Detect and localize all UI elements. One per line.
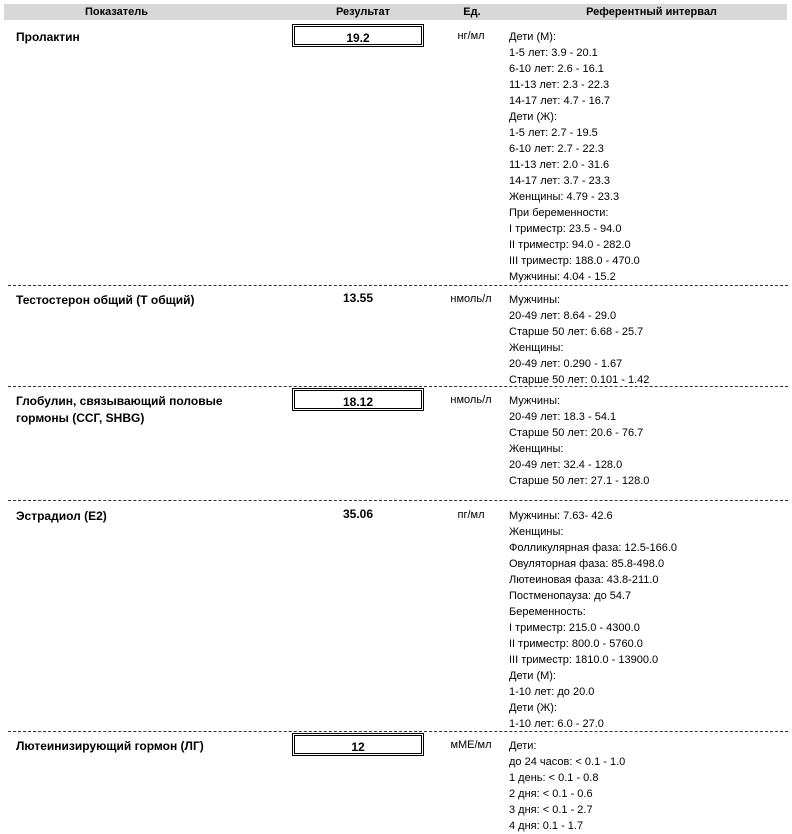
test-name: Лютеинизирующий гормон (ЛГ): [16, 739, 204, 753]
reference-line: 6-10 лет: 2.7 - 22.3: [509, 143, 604, 155]
reference-line: Женщины:: [509, 526, 564, 538]
reference-line: Беременность:: [509, 606, 586, 618]
row-separator: [8, 500, 788, 501]
reference-line: 14-17 лет: 3.7 - 23.3: [509, 175, 610, 187]
reference-line: Дети:: [509, 740, 537, 752]
reference-line: 11-13 лет: 2.0 - 31.6: [509, 159, 610, 171]
reference-line: Женщины:: [509, 443, 564, 455]
reference-line: Старше 50 лет: 20.6 - 76.7: [509, 427, 644, 439]
test-unit: мМЕ/мл: [450, 739, 492, 751]
test-unit: нмоль/л: [450, 394, 492, 406]
reference-line: 20-49 лет: 0.290 - 1.67: [509, 358, 623, 370]
header-reference: Референтный интервал: [586, 6, 717, 18]
reference-line: Мужчины:: [509, 395, 561, 407]
reference-line: 11-13 лет: 2.3 - 22.3: [509, 79, 610, 91]
row-separator: [8, 285, 788, 286]
reference-line: Дети (М):: [509, 670, 556, 682]
reference-line: Фолликулярная фаза: 12.5-166.0: [509, 542, 678, 554]
reference-line: 6-10 лет: 2.6 - 16.1: [509, 63, 604, 75]
reference-line: Мужчины:: [509, 294, 561, 306]
reference-line: 1-5 лет: 2.7 - 19.5: [509, 127, 598, 139]
test-result-value: 19.2: [292, 24, 424, 47]
test-result-value: 12: [292, 733, 424, 756]
header-unit: Ед.: [463, 6, 481, 18]
reference-line: I триместр: 23.5 - 94.0: [509, 223, 622, 235]
reference-line: 1-10 лет: до 20.0: [509, 686, 595, 698]
reference-line: III триместр: 188.0 - 470.0: [509, 255, 640, 267]
test-result-value: 13.55: [342, 291, 374, 305]
reference-line: 3 дня: < 0.1 - 2.7: [509, 804, 593, 816]
test-result-value: 35.06: [342, 507, 374, 521]
reference-line: Лютеиновая фаза: 43.8-211.0: [509, 574, 659, 586]
reference-line: Старше 50 лет: 27.1 - 128.0: [509, 475, 650, 487]
test-result-value: 18.12: [292, 388, 424, 411]
test-unit: нг/мл: [457, 30, 485, 42]
reference-line: 1-5 лет: 3.9 - 20.1: [509, 47, 598, 59]
test-name: Глобулин, связывающий половые гормоны (ССГ, SHBG): [16, 394, 223, 425]
reference-line: Постменопауза: до 54.7: [509, 590, 632, 602]
test-name: Эстрадиол (E2): [16, 509, 107, 523]
reference-line: 2 дня: < 0.1 - 0.6: [509, 788, 593, 800]
reference-line: II триместр: 94.0 - 282.0: [509, 239, 631, 251]
reference-interval: [509, 29, 789, 285]
reference-line: I триместр: 215.0 - 4300.0: [509, 622, 640, 634]
reference-line: Овуляторная фаза: 85.8-498.0: [509, 558, 665, 570]
reference-interval: [509, 738, 789, 834]
reference-line: Мужчины: 7.63- 42.6: [509, 510, 613, 522]
reference-line: 4 дня: 0.1 - 1.7: [509, 820, 584, 832]
reference-line: 14-17 лет: 4.7 - 16.7: [509, 95, 610, 107]
reference-line: Мужчины: 4.04 - 15.2: [509, 271, 616, 283]
reference-line: При беременности:: [509, 207, 609, 219]
reference-line: Дети (Ж):: [509, 111, 557, 123]
reference-line: Старше 50 лет: 6.68 - 25.7: [509, 326, 644, 338]
reference-line: 1 день: < 0.1 - 0.8: [509, 772, 599, 784]
reference-line: 20-49 лет: 18.3 - 54.1: [509, 411, 617, 423]
reference-line: III триместр: 1810.0 - 13900.0: [509, 654, 659, 666]
reference-line: Женщины:: [509, 342, 564, 354]
reference-line: до 24 часов: < 0.1 - 1.0: [509, 756, 626, 768]
test-name: Тестостерон общий (Т общий): [16, 293, 195, 307]
reference-line: 1-10 лет: 6.0 - 27.0: [509, 718, 604, 730]
reference-line: Старше 50 лет: 0.101 - 1.42: [509, 374, 650, 386]
test-unit: пг/мл: [457, 509, 485, 521]
test-unit: нмоль/л: [450, 293, 492, 305]
reference-line: Дети (М):: [509, 31, 556, 43]
reference-line: 20-49 лет: 32.4 - 128.0: [509, 459, 623, 471]
header-name: Показатель: [84, 6, 149, 18]
reference-line: II триместр: 800.0 - 5760.0: [509, 638, 643, 650]
reference-line: Женщины: 4.79 - 23.3: [509, 191, 620, 203]
header-result: Результат: [335, 6, 391, 18]
table-header: [4, 4, 787, 20]
reference-line: 20-49 лет: 8.64 - 29.0: [509, 310, 617, 322]
reference-interval: [509, 508, 789, 732]
test-name: Пролактин: [16, 30, 80, 44]
reference-line: Дети (Ж):: [509, 702, 557, 714]
reference-interval: [509, 393, 789, 489]
reference-interval: [509, 292, 789, 388]
